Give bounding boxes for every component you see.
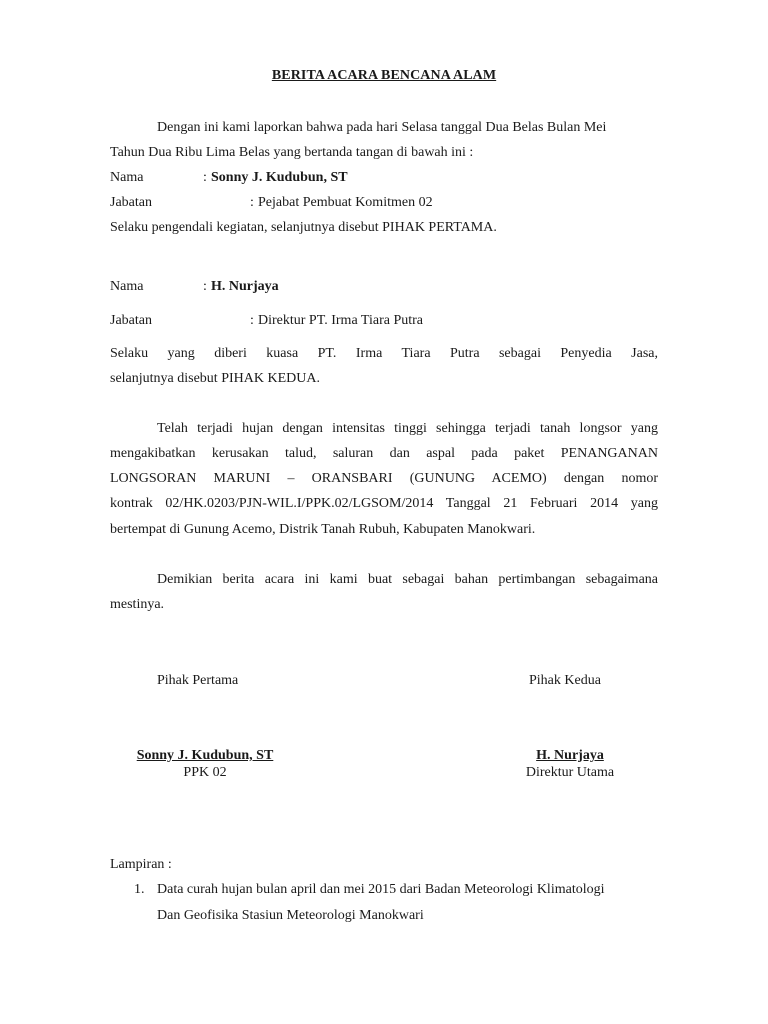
signature-right-title: Direktur Utama [525, 765, 615, 780]
body-line-3: LONGSORAN MARUNI – ORANSBARI (GUNUNG ACEMO) dengan nomor [110, 471, 658, 486]
intro-line-1: Dengan ini kami laporkan bahwa pada hari Selasa tanggal Dua Belas Bulan Mei [157, 120, 607, 135]
party2-selaku-line-1: Selaku yang diberi kuasa PT. Irma Tiara Putra sebagai Penyedia Jasa, [110, 346, 658, 361]
body-line-2: mengakibatkan kerusakan talud, saluran dan aspal pada paket PENANGANAN [110, 446, 658, 461]
attachment-item-line-2: Dan Geofisika Stasiun Meteorologi Manokwari [157, 908, 424, 923]
attachment-item-line-1: Data curah hujan bulan april dan mei 2015 dari Badan Meteorologi Klimatologi [157, 882, 605, 897]
party2-nama-label: Nama [110, 279, 144, 294]
party1-nama-value: Sonny J. Kudubun, ST [211, 170, 348, 185]
body-line-5: bertempat di Gunung Acemo, Distrik Tanah Rubuh, Kabupaten Manokwari. [110, 522, 536, 537]
closing-line-1: Demikian berita acara ini kami buat sebagai bahan pertimbangan sebagaimana [157, 572, 658, 587]
party2-jabatan-label: Jabatan [110, 313, 152, 328]
signature-left-title: PPK 02 [183, 765, 227, 780]
closing-line-2: mestinya. [110, 597, 165, 612]
document-title: BERITA ACARA BENCANA ALAM [271, 68, 497, 83]
attachment-item-number: 1. [134, 882, 145, 897]
party2-nama-value: H. Nurjaya [211, 279, 279, 294]
body-line-4: kontrak 02/HK.0203/PJN-WIL.I/PPK.02/LGSOM/2014 Tanggal 21 Februari 2014 yang [110, 496, 658, 511]
party1-nama-label: Nama [110, 170, 144, 185]
party2-jabatan-colon: : [250, 313, 254, 328]
party1-selaku: Selaku pengendali kegiatan, selanjutnya disebut PIHAK PERTAMA. [110, 220, 497, 235]
party2-selaku-line-2: selanjutnya disebut PIHAK KEDUA. [110, 371, 320, 386]
party1-jabatan-label: Jabatan [110, 195, 152, 210]
signature-right-heading: Pihak Kedua [529, 673, 601, 688]
signature-right-name: H. Nurjaya [536, 748, 604, 763]
party1-jabatan-value: Pejabat Pembuat Komitmen 02 [258, 195, 433, 210]
party1-nama-colon: : [203, 170, 207, 185]
party1-jabatan-colon: : [250, 195, 254, 210]
body-line-1: Telah terjadi hujan dengan intensitas tinggi sehingga terjadi tanah longsor yang [157, 421, 658, 436]
party2-jabatan-value: Direktur PT. Irma Tiara Putra [258, 313, 423, 328]
party2-nama-colon: : [203, 279, 207, 294]
attachment-label: Lampiran : [110, 857, 172, 872]
intro-line-2: Tahun Dua Ribu Lima Belas yang bertanda tangan di bawah ini : [110, 145, 474, 160]
signature-left-heading: Pihak Pertama [157, 673, 239, 688]
signature-left-name: Sonny J. Kudubun, ST [136, 748, 274, 763]
